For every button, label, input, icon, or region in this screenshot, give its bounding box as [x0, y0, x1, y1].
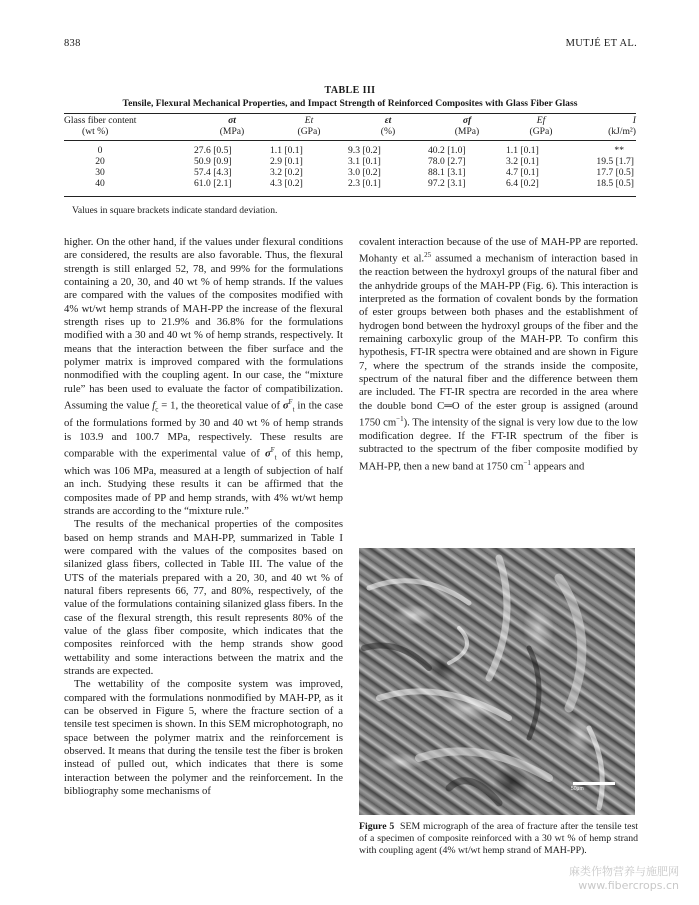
col-header-e-f: Ef (GPa): [529, 115, 553, 137]
scale-bar: [573, 782, 615, 785]
paragraph: The wettability of the composite system was improved, compared with the formulations nonmodified by MAH-PP, as it can be observed in Figure 5, where the fracture section of a tensile test specimen is shown. In this SEM microphotograph, no space between the polymer matrix and the reinforcement is observed. It means that during the tensile test the fiber is broken instead of pulled out, which indicates that there is some interaction between the polymer and the reinforcement. In the bibliography some mechanisms of: [64, 678, 343, 798]
watermark: 麻类作物营养与施肥网 www.fibercrops.cn: [569, 865, 679, 892]
sem-texture: [359, 548, 635, 815]
table-body: [64, 114, 636, 189]
sem-micrograph: [359, 548, 635, 815]
scale-label: 50μm: [571, 786, 584, 792]
table-row: 40 61.0 [2.1] 4.3 [0.2] 2.3 [0.1] 97.2 [3.1] 6.4 [0.2] 18.5 [0.5]: [95, 178, 634, 189]
table-row: 30 57.4 [4.3] 3.2 [0.2] 3.0 [0.2] 88.1 [3.1] 4.7 [0.1] 17.7 [0.5]: [95, 167, 634, 178]
right-column: [359, 236, 638, 474]
col-header-sigma-t: σt (MPa): [219, 115, 245, 137]
col-header-sigma-f: σf (MPa): [454, 115, 480, 137]
left-column: [64, 236, 343, 799]
paragraph: The results of the mechanical properties of the composites based on hemp strands and MAH-PP, summarized in Table I were compared with the values of the composites based on silanized glass fibers, collected in Table III. The value of the UTS of the materials prepared with a 20, 30, and 40 wt % of natural fibers represents 66, 77, and 80%, respectively, of the value of the formulations containing silanized glass fibers. In the case of the flexural strength, this result represents 80% of the value of the glass fiber composite, which indicates that the composites reinforced with the hemp strands show good wettability and some interactions between the matrix and the strands are expected.: [64, 518, 343, 678]
table-iii: [64, 85, 636, 216]
col-header-epsilon-t: εt (%): [380, 115, 396, 137]
col-header-impact: I (kJ/m²): [608, 115, 636, 137]
paragraph: covalent interaction because of the use of MAH-PP are reported. Mohanty et al.$^{25}$ assumed a mechanism of interaction based in the reaction between the hydroxyl groups of the natural fiber and the anhydride groups of the MAH-PP (Fig. 6). This interaction is interpreted as the formation of covalent bonds by the formation of ester groups between both phases and the establishment of hydrogen bond between the hydroxyl groups of the fiber and the remaining carboxylic group of the MAH-PP. To confirm this hypothesis, FT-IR spectra were obtained and are shown in Figure 7, where the spectrum of the strands inside the composite, spectrum of the natural fiber and the difference between them are included. The FT-IR spectra are recorded in the area where the double bond C═O of the ester group is assigned (around 1750 $cm^{-1}$). The intensity of the signal is very low due to the low modification degree. If the FT-IR spectrum of the fiber is subtracted to the spectrum of the fiber composite modified by MAH-PP, then a new band at 1750 $cm^{-1}$ appears and: [359, 236, 638, 473]
table-row: 0 27.6 [0.5] 1.1 [0.1] 9.3 [0.2] 40.2 [1.0] 1.1 [0.1] **: [97, 145, 624, 156]
col-header-content: Glass fiber content (wt %): [64, 115, 137, 137]
col-header-e-t: Et (GPa): [297, 115, 321, 137]
figure-caption: Figure 5 SEM micrograph of the area of fracture after the tensile test of a specimen of composite reinforced with a 30 wt % of hemp strand with coupling agent (4% wt/wt hemp strand of MAH-PP).: [359, 821, 639, 856]
page-number: 838: [64, 38, 81, 49]
paragraph: higher. On the other hand, if the values under flexural conditions are considered, the results are also favorable. Thus, the flexural strength is still enlarged 52, 78, and 99% for the formulations containing a 20, 30, and 40 wt % of hemp strands. If the values are compared with the values of the composites modified with 4% wt/wt hemp strands of MAH-PP the increase of the flexural strength rises up to 21.9% and 36.8% for the formulations modified with a 30 and 40 wt % of hemp strands, respectively. It means that the interaction between the fiber surface and the polymer matrix is improved compared with the formulations nonmodified with the coupling agent. In our case, the “mixture rule” has been used to evaluate the factor of compatibilization. Assuming the value $f_c = 1$, the theoretical value of $\sigma^F_t$ in the case of the formulations formed by 30 and 40 wt % of hemp strands is 103.9 and 100.7 MPa, respectively. These results are comparable with the experimental value of $\sigma^F_t$ of this hemp, which was 106 MPa, measured at a length of subjection of half an inch. Studying these results it can be affirmed that the composites made of PP and hemp strands, with 4% wt/wt hemp strands are according to the “mixture rule.”: [64, 236, 343, 517]
running-title: MUTJÉ ET AL.: [565, 38, 637, 49]
table-caption: Tensile, Flexural Mechanical Properties, and Impact Strength of Reinforced Composites with Glass Fiber Glass: [122, 98, 578, 109]
table-note: Values in square brackets indicate standard deviation.: [72, 205, 278, 216]
table-label: TABLE III: [324, 85, 376, 96]
table-row: 20 50.9 [0.9] 2.9 [0.1] 3.1 [0.1] 78.0 [2.7] 3.2 [0.1] 19.5 [1.7]: [95, 156, 634, 167]
